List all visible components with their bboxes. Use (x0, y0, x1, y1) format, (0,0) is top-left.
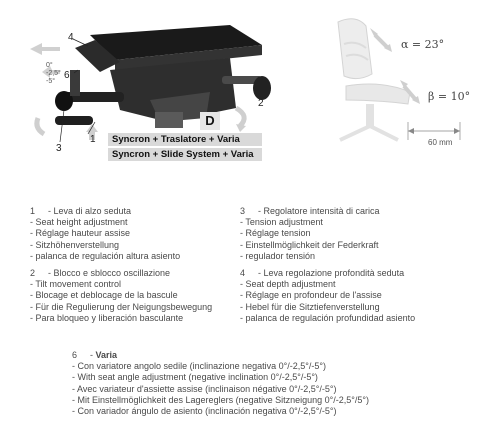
legend-number: 2 (30, 268, 36, 278)
legend-line: Seat height adjustment (35, 217, 128, 228)
legend-item-3: 3 - Regolatore intensità di carica - Tension adjustment - Réglage tension - Einstellmöglichkeit der Federkraft - regulador tensión (240, 206, 380, 261)
beta-angle: β = 10° (428, 90, 471, 103)
legend-line: Seat depth adjustment (245, 279, 336, 290)
legend-line: Einstellmöglichkeit der Federkraft (245, 239, 379, 250)
legend-title: Leva di alzo seduta (53, 206, 132, 216)
legend-number: 6 (72, 350, 78, 360)
legend-line: Con variatore angolo sedile (inclinazione negativa 0°/-2,5°/-5°) (77, 361, 326, 372)
slide-distance: 60 mm (428, 138, 453, 147)
legend-title: Varia (95, 350, 118, 360)
callout-1: 1 (90, 134, 96, 145)
legend-line: Mit Einstellmöglichkeit des Lagereglers (negative Sitzneigung 0°/-2,5°/5°) (77, 394, 369, 405)
legend-item-1: 1 - Leva di alzo seduta - Seat height adjustment - Réglage hauteur assise - Sitzhöhenverstellung - palanca de regulación altura asiento (30, 206, 181, 261)
callout-4: 4 (68, 32, 74, 43)
legend-item-2: 2 - Blocco e sblocco oscillazione - Tilt movement control - Blocage et deblocage de la bascule - Für die Regulierung der Neigungsbewegung - Para bloqueo y liberación basculante (30, 268, 213, 323)
legend-number: 4 (240, 268, 246, 278)
legend-number: 3 (240, 206, 246, 216)
legend-line: Réglage tension (245, 228, 311, 239)
legend-number: 1 (30, 206, 36, 216)
legend-line: palanca de regulación profundidad asiento (245, 312, 416, 323)
legend-line: Réglage hauteur assise (35, 228, 131, 239)
legend-title: Leva regolazione profondità seduta (263, 268, 405, 278)
legend-line: With seat angle adjustment (negative inclination 0°/-2,5°/-5°) (77, 372, 318, 383)
caption-traslatore: Syncron + Traslatore + Varia (108, 133, 262, 146)
legend-line: Tension adjustment (245, 217, 323, 228)
caption-slide-system: Syncron + Slide System + Varia (108, 148, 262, 161)
callout-2: 2 (258, 98, 264, 109)
legend-line: Avec variateur d'assiette assise (inclinaison négative 0°/-2,5°/-5°) (77, 383, 337, 394)
callout-6: 6 (64, 70, 70, 81)
legend-title: Regolatore intensità di carica (263, 206, 380, 216)
legend-line: Blocage et deblocage de la bascule (35, 290, 178, 301)
tilt-value-0: 0° (46, 62, 53, 69)
chair-illustration (300, 0, 500, 160)
tilt-value-2: -5° (46, 78, 56, 85)
mechanism-illustration (0, 0, 290, 200)
legend-line: Tilt movement control (35, 279, 122, 290)
legend-item-4: 4 - Leva regolazione profondità seduta - Seat depth adjustment - Réglage en profondeur de l'assise - Hebel für die Sitztiefenverstellung - palanca de regulación profundidad asiento (240, 268, 416, 323)
legend-line: palanca de regulación altura asiento (35, 250, 181, 261)
tilt-value-1: -2,5° (46, 70, 61, 77)
legend-line: regulador tensión (245, 250, 316, 261)
legend-line: Für die Regulierung der Neigungsbewegung (35, 301, 213, 312)
legend-title: Blocco e sblocco oscillazione (53, 268, 171, 278)
tilt-values (46, 62, 61, 86)
legend-item-6: 6 - Varia - Con variatore angolo sedile (inclinazione negativa 0°/-2,5°/-5°) - With seat angle adjustment (negative inclination 0°/-2,5°/-5°) - Avec variateur d'assiette assise (inclinaison négative 0°/-2,5°/-5°) - Mit Einstellmöglichkeit des Lagereglers (negative Sitzneigung 0°/-2,5°/5°) - Con variador ángulo de asiento (inclinación negativa 0°/-2,5°/-5°) (72, 350, 369, 417)
legend-line: Con variador ángulo de asiento (inclinación negativa 0°/-2,5°/-5°) (77, 406, 337, 417)
legend-line: Sitzhöhenverstellung (35, 239, 120, 250)
legend-line: Para bloqueo y liberación basculante (35, 312, 184, 323)
legend-line: Hebel für die Sitztiefenverstellung (245, 301, 380, 312)
version-badge: D (200, 112, 220, 130)
callout-3: 3 (56, 143, 62, 154)
alpha-angle: α = 23° (401, 38, 445, 51)
legend-line: Réglage en profondeur de l'assise (245, 290, 382, 301)
